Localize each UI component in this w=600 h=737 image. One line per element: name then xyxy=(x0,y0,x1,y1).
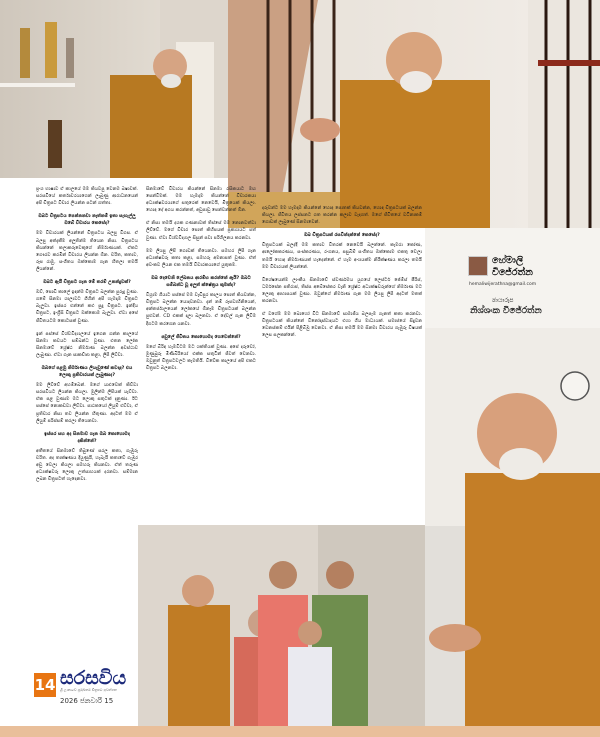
article-column-2 xyxy=(146,186,256,522)
column-1-block-2: මම විචාරයක් ලියන්නේ චිත්‍රපටය බලපු විගස. ඒ බලපු අත්දැකීම අලුතින්ම තියෙන නිසා. චිත්‍රපටය කියන්නේ කලාකරුවෙකුගේ නිර්මාණයක්. ඒකට ගෞරව කරමින් විචාරය ලියන්න ඕන. චරිත, කතාව, රූප රාමු, සංගීතය ඔක්කොම ගැන හිතලා තමයි ලියන්නේ. xyxy=(36,231,138,272)
column-1-question-8: ඉස්සර සහ අද සිනමාව ගැන ඔබ කොහොමද දකින්නේ? xyxy=(44,431,130,444)
author-name: හේමාලි විජේරත්න xyxy=(492,255,533,278)
author-avatar xyxy=(468,256,488,276)
photo-family-group xyxy=(138,525,425,726)
photo-family-group-image xyxy=(138,525,425,726)
issue-date: 2026 ජනවාරි 15 xyxy=(60,697,114,705)
column-2-block-1: ඒ නිසා තමයි දශක ගණනාවක් තිස්සේ මම නොනවත්වා ලිව්වේ. මගේ විචාර පොත් කිහිපයක් ප්‍රකාශයට පත් වුණා. ඒවා විශ්වවිද්‍යාල සිසුන් පවා පරිශීලනය කරනවා. xyxy=(146,221,256,241)
column-2-block-4: විශ්‍රාම ගියාට පස්සේ මම වැඩිපුර කාලය පොත් කියවන්න, චිත්‍රපට බලන්න යොදවනවා. දැන් නම් රූපවාහිනියෙන්, අන්තර්ජාලයෙන් ලෝකයේ ඕනෑම චිත්‍රපටයක් බලන්න පුළුවන්. CD එකක් දාලා බලනවා. ඒ දේවල් ගැන ලිවීම දිගටම කරගෙන යනවා. xyxy=(146,293,256,327)
column-3-block-2: චිත්‍රපටයක් බලද්දී මම කතාව විතරක් නෙවෙයි බලන්නේ. කැමරා කෝණ, ආලෝකකරණය, සංස්කරණය, රංගනය, පසුබිම් සංගීතය ඔක්කොම එකතු වෙලා තමයි හොඳ නිර්මාණයක් හැදෙන්නේ. ඒ හැම අංශයක්ම නිරීක්ෂණය කරලා තමයි මම විචාරයක් ලියන්නේ. xyxy=(262,243,422,270)
column-2-question-3: ඔබ දෙවෙනි ලේඛනය ආරම්භ කරන්නේ ඇයි? ඔබට සම්බන්ධ වූ අලුත් ක්ෂේත්‍රය කුමක්ද? xyxy=(151,275,251,289)
column-3-block-4: ඒ වගේම මම බොහෝ විට සිනමාවේ සාමාජීය බලපෑම ගැනත් කතා කරනවා. චිත්‍රපටයක් කියන්නේ විනෝදාස්වාදයට එහා ගිය මාධ්‍යයක්. සමාජයේ සිදුවන වෙනස්කම් එයින් පිළිබිඹු වෙනවා. ඒ නිසා තමයි මම සිනමා විචාරය ගැඹුරු විෂයක් ලෙස සලකන්නේ. xyxy=(262,312,422,339)
magazine-tagline: ශ්‍රී ලංකාවේ ප්‍රමුඛතම චිත්‍රපට පුවත්පත xyxy=(60,688,117,692)
column-1-block-5: ඉන් පස්සේ විශ්වවිද්‍යාලයේ ඉගෙන ගන්න කාලයේ සිනමා කවයට සම්බන්ධ වුණා. එතන ලෝක සිනමාවේ ශ්‍රේෂ්ඨ නිර්මාණ බලන්න අවස්ථාව ලැබුණා. ඒවා ගැන සාකච්ඡා කළා, ලිපි ලිව්වා. xyxy=(36,331,138,358)
magazine-logo: සරසවිය xyxy=(60,667,127,689)
column-1-question-6: ඔබගේ පළමු නිර්මාණය ලියැවුණේ කවදාද? එය ලොකු ප්‍රතිචාරයක් ලැබුණාද? xyxy=(41,365,133,379)
photo-man-with-trophies xyxy=(0,0,228,178)
article-column-1 xyxy=(36,186,138,656)
clock-icon xyxy=(561,372,589,400)
page-number: 14 xyxy=(34,673,56,697)
column-2-block-6: මගේ බිරිඳ හැමවිටම මට ශක්තියක් වුණා. අපේ දරුවෝ, මුණුබුරු මිණිබිරියෝ එක්ක සතුටින් ජීවත් වෙනවා. ඔවුනුත් චිත්‍රපටවලට කැමතියි. විවේක කාලයේ අපි එකට චිත්‍රපට බලනවා. xyxy=(146,344,256,371)
column-2-block-0: සිනමාවේ විචාරය කියන්නේ සිනමා රසිකයාට මඟ පෙන්වීමක්. මම හැමදාම කියන්නේ විචාරකයා අධ්‍යක්ෂවරයාගේ සතුරෙක් නෙවෙයි, මිත්‍රයෙක් කියලා. හොඳ දේ අගය කරන්නත්, අඩුපාඩු පෙන්වන්නත් ඕන. xyxy=(146,187,256,214)
column-2-question-5: පවුලේ ජීවිතය කොහොමද ගෙවෙන්නේ? xyxy=(161,334,241,340)
column-1-block-4: ඔව්, පොඩි කාලේ ඉඳන්ම චිත්‍රපට බලන්න පුරුදු වුණා. ගමේ සිනමා ශාලාවට ගිහින් අපි හැමදාම චිත්‍රපට බැලුවා. ඉස්සර එන්නේ කළු සුදු චිත්‍රපට. ඉන්දීය චිත්‍රපට, ඉංග්‍රීසි චිත්‍රපට ඔක්කොම බැලුවා. ඒවා අපේ ජීවිතයටම කොටසක් වුණා. xyxy=(36,290,138,324)
article-column-3 xyxy=(262,205,422,515)
column-3-question-1: ඔබ චිත්‍රපටයක් රසවින්දන්නේ කෙසේද? xyxy=(304,233,380,239)
column-2-block-2: මම ලියපු ලිපි ගොඩක් තියෙනවා. සමහර ලිපි ගැන අධ්‍යක්ෂවරු කතා කළා, සමහරු අමනාපත් වුණා. ඒත් අවංකව ලියන එක තමයි විචාරකයාගේ යුතුකම. xyxy=(146,248,256,268)
column-1-block-9: අතීතයේ සිනමාවේ තිබුණේ සරල කතා, ගැඹුරු චරිත. අද තාක්ෂණය දියුණුයි, හැබැයි කතාවේ ගැඹුර අඩු වෙලා කියලා සමහරු කියනවා. ඒත් තරුණ අධ්‍යක්ෂවරු ලොකු උත්සාහයක් දරනවා. සම්මාන ලබන චිත්‍රපටත් හැදෙනවා. xyxy=(36,448,138,483)
column-1-block-0: ප්‍රංශ භාෂාව ඒ කාලයේ මම කියවපු වෙනම බෂාවක්. සරසවියේ කර්තෘවරයාගෙන් ලැබුණු ආරාධනයෙන් අපි චිත්‍රපට විචාර ලියන්න පටන් ගත්තා. xyxy=(36,187,138,207)
photo-credit-label: ඡායාරූප xyxy=(492,297,514,304)
column-3-block-0: දරුවන්ට මම හැමදාම කියන්නේ හොඳ පොතක් කියවන්න, හොඳ චිත්‍රපටයක් බලන්න කියලා. ජීවිතය ලස්සනට ගත කරන්න කලාව වැදගත්. මගේ ජීවිතයේ වටිනාකම් ගොඩක් ලැබුණේ සිනමාවෙන්. xyxy=(262,206,422,226)
column-1-block-7: මම ලිව්වේ අහම්බෙන්. මගේ යාළුවෙක් කිව්වා සරසවියට ලියන්න කියලා. මුලින්ම ලිපියක් යැව්වා. ඒක පළ වුණාම මට ලොකු සතුටක් දැනුණා. ඊට පස්සේ නොකඩවා ලිව්වා. පාඨකයෝ ලියුම් එව්වා, ඒ ප්‍රතිචාර නිසා තව ලියන්න හිතුණා. අදටත් මම ඒ ලියුම් පරිස්සම් කරලා තියෙනවා. xyxy=(36,383,138,424)
photographer-name: නිශ්ශංක විජේරත්න xyxy=(470,306,542,316)
column-1-question-1: ඔබට චිත්‍රපටය පෙන්නනවා නැත්නම් ඉතා සැහැල්ලු ඔබේ විචාරය කෙසේද? xyxy=(38,214,136,227)
author-email: hemaliwijerathna@gmail.com xyxy=(469,282,537,287)
photo-man-on-staircase xyxy=(228,0,600,228)
photo-man-on-staircase-image xyxy=(228,0,600,228)
footer-bar xyxy=(0,726,600,737)
column-1-question-3: ඔබට ඇයි චිත්‍රපට ගැන මේ තරම් උනන්දුවක්? xyxy=(43,280,131,286)
column-3-block-3: විශේෂයෙන්ම ලාංකීය සිනමාවේ ස්වර්ණමය යුගයේ ලෙස්ටර් ජේම්ස් පීරිස්, ධර්මසේන පතිරාජ, තිස්ස අබේසේකර වැනි ශ්‍රේෂ්ඨ අධ්‍යක්ෂවරුන්ගේ නිර්මාණ මට ලොකු ආභාසයක් වුණා. ඔවුන්ගේ නිර්මාණ ගැන මම ලියපු ලිපි අදටත් මතක් කරනවා. xyxy=(262,277,422,305)
photo-man-with-trophies-image xyxy=(0,0,228,178)
